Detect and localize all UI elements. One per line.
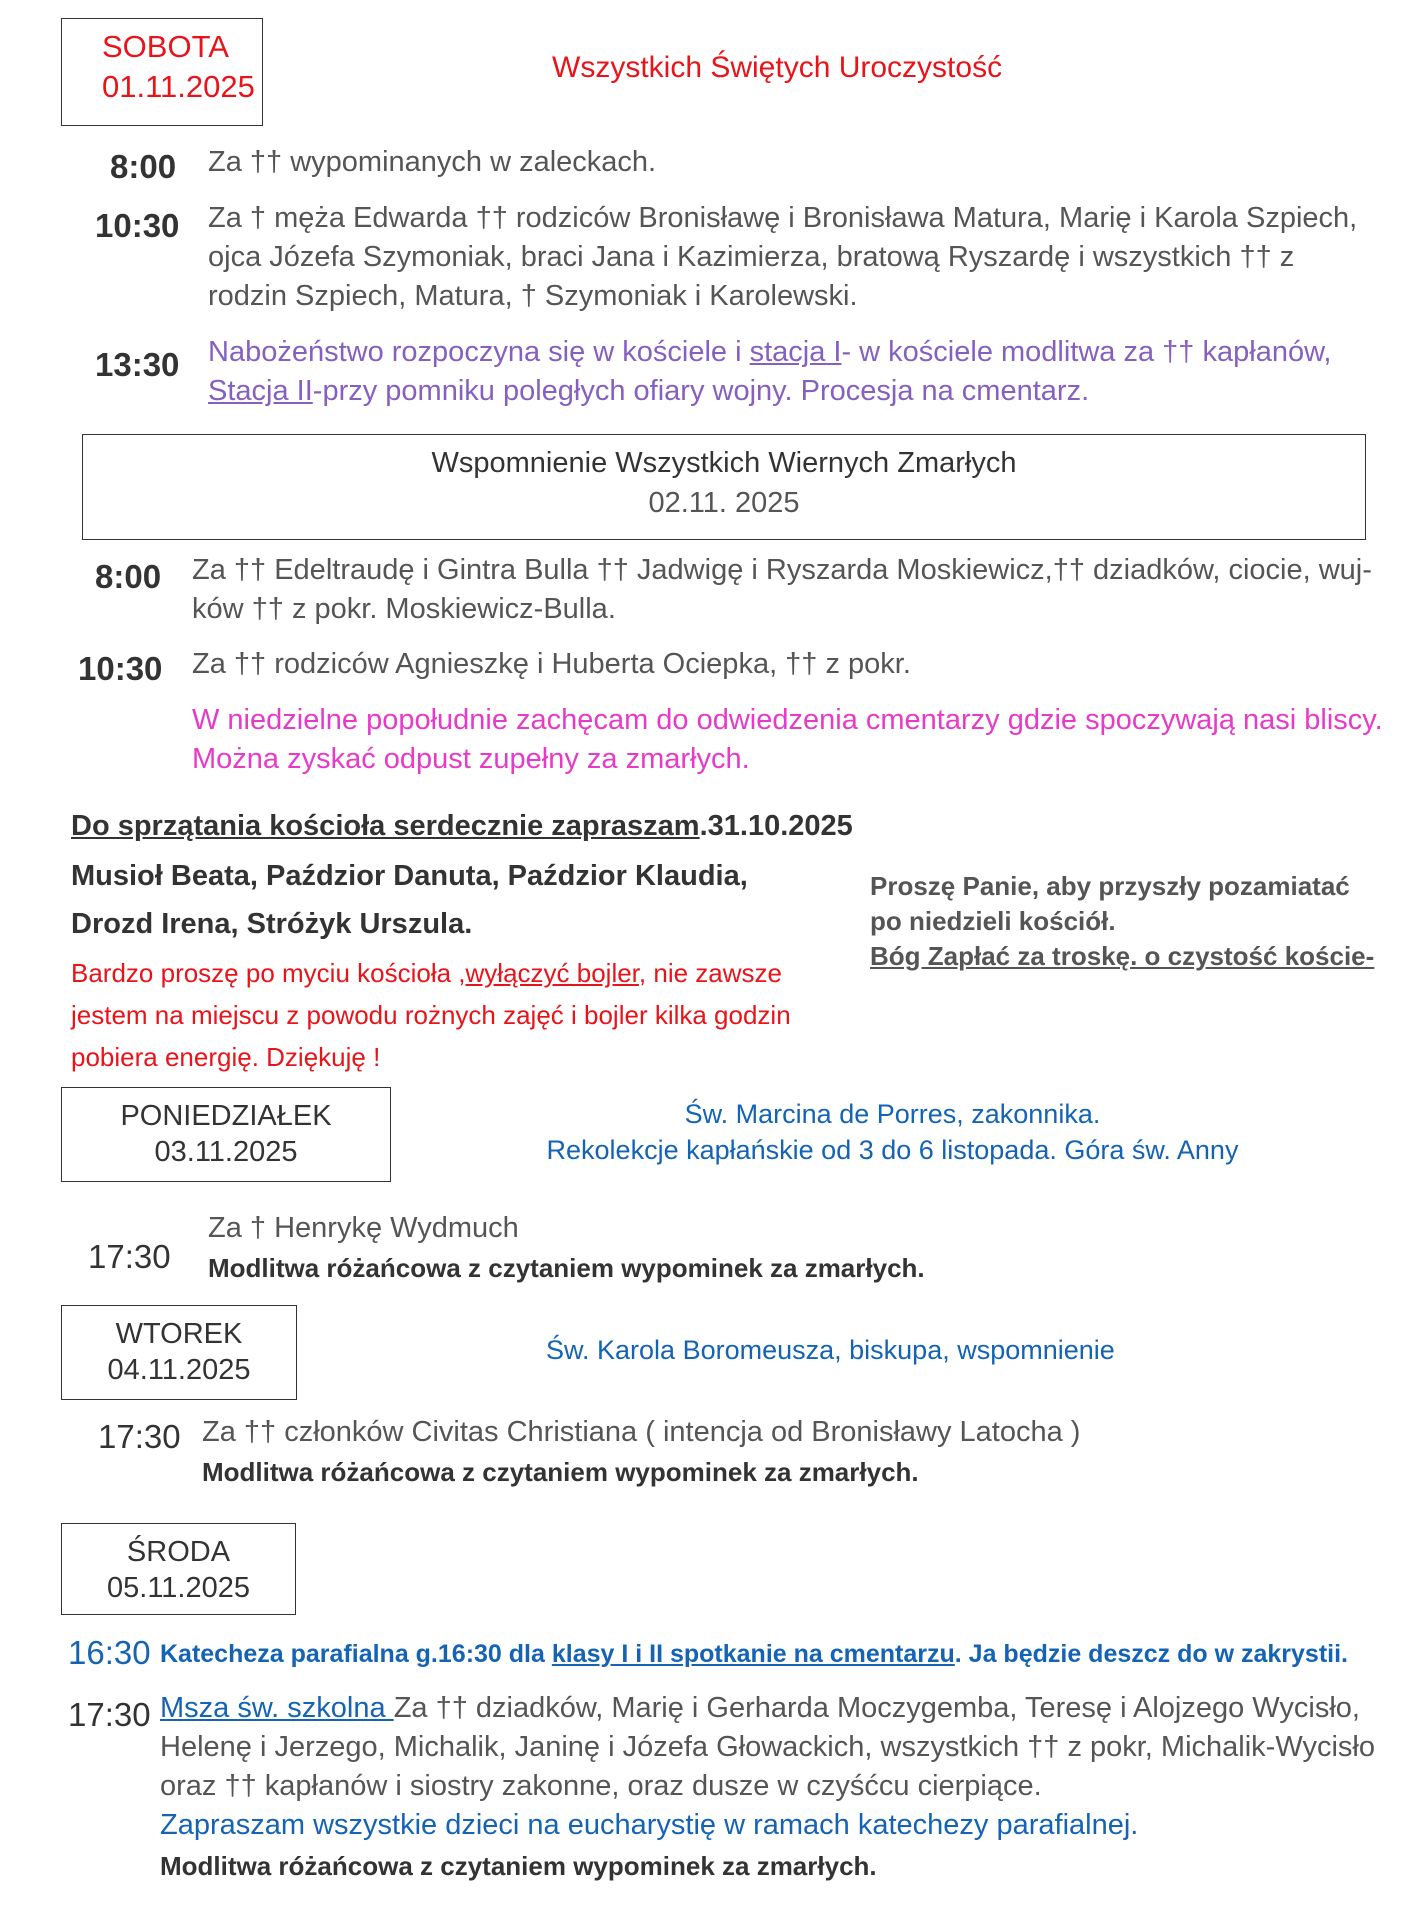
boiler-text: Bardzo proszę po myciu kościoła , bbox=[71, 958, 466, 988]
mass-intention: ków †† z pokr. Moskiewicz-Bulla. bbox=[192, 593, 616, 625]
station-1-link[interactable]: stacja I bbox=[749, 336, 842, 368]
mass-intention: Za †† członków Civitas Christiana ( intencja od Bronisławy Latocha ) bbox=[202, 1416, 1081, 1448]
procession-text: - w kościele modlitwa za †† kapłanów, bbox=[841, 336, 1332, 368]
procession-text: -przy pomniku poległych ofiary wojny. Procesja na cmentarz. bbox=[312, 375, 1090, 407]
children-invite: Zapraszam wszystkie dzieci na eucharystię w ramach katechezy parafialnej. bbox=[160, 1809, 1139, 1841]
boiler-request: pobiera energię. Dziękuję ! bbox=[71, 1042, 381, 1072]
mass-intention: Za †† rodziców Agnieszkę i Huberta Ociepka, †† z pokr. bbox=[192, 648, 911, 680]
day-date: 02.11. 2025 bbox=[648, 487, 800, 519]
mass-intention: Helenę i Jerzego, Michalik, Janinę i Józefa Głowackich, wszystkich †† z pokr, Michalik-Wycisło bbox=[160, 1731, 1375, 1763]
cemetery-note: W niedzielne popołudnie zachęcam do odwiedzenia cmentarzy gdzie spoczywają nasi bliscy. bbox=[192, 704, 1383, 736]
day-date: 03.11.2025 bbox=[154, 1136, 298, 1168]
procession-text: Nabożeństwo rozpoczyna się w kościele i bbox=[208, 336, 750, 368]
saint-info: Rekolekcje kapłańskie od 3 do 6 listopada. Góra św. Anny bbox=[546, 1135, 1239, 1165]
school-mass-link[interactable]: Msza św. szkolna bbox=[160, 1692, 394, 1724]
catechesis-note bbox=[160, 1636, 1348, 1672]
day-name: SOBOTA bbox=[102, 29, 229, 64]
procession-line bbox=[208, 334, 1331, 370]
day-name: PONIEDZIAŁEK bbox=[120, 1100, 332, 1132]
day-box-tuesday bbox=[61, 1305, 297, 1400]
saint-info: Św. Marcina de Porres, zakonnika. bbox=[684, 1099, 1101, 1129]
catechesis-time: 16:30 bbox=[68, 1634, 151, 1671]
mass-intention: Za †† Edeltraudę i Gintra Bulla †† Jadwigę i Ryszarda Moskiewicz,†† dziadków, ciocie, wuj- bbox=[192, 554, 1372, 586]
mass-time: 17:30 bbox=[88, 1238, 171, 1275]
boiler-request bbox=[71, 955, 782, 991]
day-box-monday bbox=[61, 1087, 391, 1182]
mass-intention: rodzin Szpiech, Matura, † Szymoniak i Karolewski. bbox=[208, 280, 858, 312]
mass-time: 10:30 bbox=[95, 207, 180, 244]
day-box-all-souls bbox=[82, 434, 1366, 540]
catechesis-text: . Ja będzie deszcz do w zakrystii. bbox=[954, 1640, 1348, 1668]
boiler-text: , nie zawsze bbox=[638, 958, 782, 988]
mass-time: 8:00 bbox=[95, 558, 162, 595]
side-note: po niedzieli kościół. bbox=[870, 906, 1116, 936]
day-date: 05.11.2025 bbox=[107, 1572, 250, 1604]
cleaning-heading-underlined: Do sprzątania kościoła serdecznie zapraszam bbox=[71, 810, 700, 842]
saint-info: Św. Karola Boromeusza, biskupa, wspomnienie bbox=[546, 1335, 1115, 1365]
mass-time: 8:00 bbox=[110, 148, 177, 185]
side-note-thanks: Bóg Zapłać za troskę. o czystość koście- bbox=[870, 941, 1375, 971]
mass-intention-text: Za †† dziadków, Marię i Gerharda Moczygemba, Teresę i Alojzego Wycisło, bbox=[393, 1692, 1360, 1724]
station-2-link[interactable]: Stacja II bbox=[208, 375, 313, 407]
mass-time: 17:30 bbox=[68, 1696, 151, 1733]
cleaning-heading bbox=[71, 808, 853, 844]
mass-intention: oraz †† kapłanów i siostry zakonne, oraz dusze w czyśćcu cierpiące. bbox=[160, 1770, 1042, 1802]
day-box-wednesday bbox=[61, 1523, 296, 1615]
mass-time: 13:30 bbox=[95, 346, 180, 383]
catechesis-text: Katecheza parafialna g.16:30 dla bbox=[160, 1640, 552, 1668]
rosary-note: Modlitwa różańcowa z czytaniem wypominek za zmarłych. bbox=[160, 1851, 877, 1881]
mass-intention: Za † męża Edwarda †† rodziców Bronisławę i Bronisława Matura, Marię i Karola Szpiech, bbox=[208, 202, 1358, 234]
mass-intention: Za † Henrykę Wydmuch bbox=[208, 1212, 519, 1244]
mass-time: 17:30 bbox=[98, 1418, 181, 1455]
cemetery-note: Można zyskać odpust zupełny za zmarłych. bbox=[192, 743, 750, 775]
day-name: WTOREK bbox=[115, 1318, 243, 1350]
cleaning-names: Drozd Irena, Stróżyk Urszula. bbox=[71, 908, 473, 940]
boiler-request: jestem na miejscu z powodu rożnych zajęć i bojler kilka godzin bbox=[71, 1000, 791, 1030]
feast-title: Wszystkich Świętych Uroczystość bbox=[552, 51, 1003, 84]
mass-intention: Za †† wypominanych w zaleckach. bbox=[208, 146, 657, 178]
side-note: Proszę Panie, aby przyszły pozamiatać bbox=[870, 871, 1350, 901]
cleaning-names: Musioł Beata, Paździor Danuta, Paździor Klaudia, bbox=[71, 860, 748, 892]
day-date: 04.11.2025 bbox=[107, 1354, 251, 1386]
catechesis-link[interactable]: klasy I i II spotkanie na cmentarzu bbox=[551, 1640, 955, 1668]
day-box-saturday bbox=[61, 18, 263, 126]
mass-intention bbox=[160, 1690, 1360, 1726]
mass-time: 10:30 bbox=[78, 650, 163, 687]
day-name: ŚRODA bbox=[126, 1536, 231, 1568]
feast-title: Wspomnienie Wszystkich Wiernych Zmarłych bbox=[431, 447, 1017, 479]
cleaning-heading-date: .31.10.2025 bbox=[699, 810, 853, 842]
day-date: 01.11.2025 bbox=[102, 69, 255, 104]
mass-intention: ojca Józefa Szymoniak, braci Jana i Kazimierza, bratową Ryszardę i wszystkich †† z bbox=[208, 241, 1295, 273]
rosary-note: Modlitwa różańcowa z czytaniem wypominek za zmarłych. bbox=[202, 1457, 919, 1487]
boiler-link[interactable]: wyłączyć bojler bbox=[465, 958, 639, 988]
rosary-note: Modlitwa różańcowa z czytaniem wypominek za zmarłych. bbox=[208, 1253, 925, 1283]
procession-line bbox=[208, 373, 1089, 409]
